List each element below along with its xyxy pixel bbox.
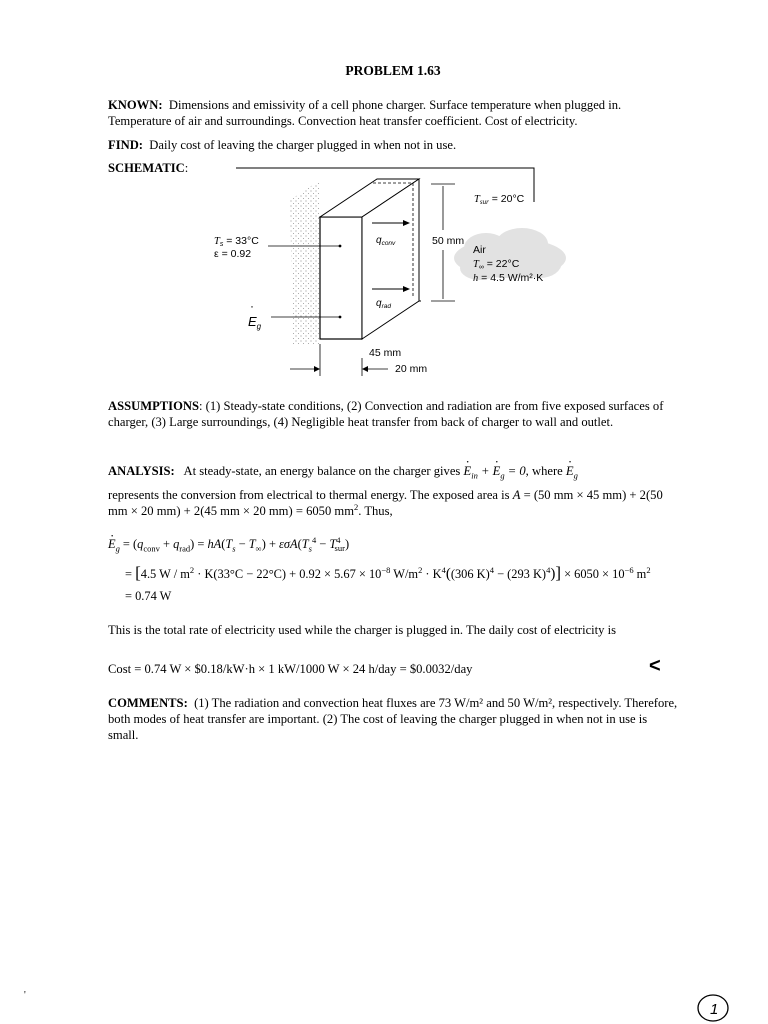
eg-label: $E_g$ xyxy=(248,314,262,331)
charger-schematic xyxy=(190,160,570,390)
analysis-text-2: , where xyxy=(525,464,563,478)
find-section xyxy=(108,137,678,153)
eg-dot: · xyxy=(250,299,254,313)
page-number-circle xyxy=(696,993,730,1023)
equation-line-1: · $E_g = (q_{conv} + q_{rad}) = hA(T_s - T_\infty) + \varepsilon\sigma A(T_s^4 - T^4_{sur})$ xyxy=(108,537,349,552)
emissivity-label: ε = 0.92 xyxy=(214,248,252,260)
width-label: 45 mm xyxy=(369,347,402,359)
q-rad-label: $q_{rad}$ xyxy=(376,298,391,310)
equation-line-3: = 0.74 W xyxy=(125,589,172,603)
analysis-text-4: = (50 mm × 45 mm) + 2(50 mm × 20 mm) + 2(45 mm × 20 mm) = 6050 mm xyxy=(108,488,663,518)
air-label: Air xyxy=(473,244,486,256)
h-label: h = 4.5 W/m²·K xyxy=(473,272,544,284)
known-text: Dimensions and emissivity of a cell phone charger. Surface temperature when plugged in. Temperature of air and surroundings. Convection heat transfer coefficient. Cost of electricity. xyxy=(108,98,622,128)
ts-label: Ts = 33°C xyxy=(214,235,259,248)
known-label: KNOWN: xyxy=(108,98,163,112)
assumptions-text: : (1) Steady-state conditions, (2) Convection and radiation are from five exposed surfaces of charger, (3) Large surroundings, (4) Negligible heat transfer from back of charger to wall and outlet. xyxy=(108,399,664,429)
comments-label: COMMENTS: xyxy=(108,696,188,710)
analysis-text-5: . Thus, xyxy=(358,504,393,518)
corner-mark: ' xyxy=(24,990,26,1001)
wall-stipple xyxy=(290,180,320,345)
q-conv-label: $q_{conv}$ xyxy=(376,235,396,247)
eg-symbol: · $E_g$ xyxy=(566,464,578,478)
comments-section xyxy=(108,695,678,743)
analysis-line-2: represents the conversion from electrical to thermal energy. The exposed area is A = (50 mm × 45 mm) + 2(50 mm × 20 mm) + 2(45 mm × 20 mm) = 6050 $mm^2$. Thus, xyxy=(108,488,663,518)
answer-marker: < xyxy=(649,655,661,677)
t-inf-label: T∞ = 22°C xyxy=(473,258,520,271)
page-number: 1 xyxy=(710,1001,719,1018)
analysis-label: ANALYSIS: xyxy=(108,464,175,478)
comments-text: (1) The radiation and convection heat fluxes are 73 W/m² and 50 W/m², respectively. Therefore, both modes of heat transfer are important. (2) The cost of leaving the charger plugged in when not in use is small. xyxy=(108,696,678,742)
analysis-text-1: At steady-state, an energy balance on the charger gives xyxy=(183,464,461,478)
find-text: Daily cost of leaving the charger plugged in when not in use. xyxy=(149,138,457,152)
equation-line-2: = [4.5 $W / m^2 \cdot K(33^\circ C - 22^\circ C) + 0.92 \times 5.67 \times 10^{-8}$ $W/m^2 \cdot K^4((306$ K)$^4$ − (293 $K)^4)] \times 6050 \times 10^{-6}$ $m^2$ xyxy=(125,563,651,582)
find-label: FIND: xyxy=(108,138,143,152)
problem-title: PROBLEM 1.63 xyxy=(345,63,441,78)
electricity-text: This is the total rate of electricity used while the charger is plugged in. The daily cost of electricity is xyxy=(108,623,617,637)
charger-front-face xyxy=(320,217,362,339)
known-section xyxy=(108,97,678,129)
height-label: 50 mm xyxy=(432,235,465,247)
analysis-text-3: represents the conversion from electrical to thermal energy. The exposed area is xyxy=(108,488,510,502)
assumptions-section xyxy=(108,398,678,430)
width-dimension xyxy=(290,344,320,376)
depth-dimension xyxy=(362,358,388,376)
assumptions-label: ASSUMPTIONS xyxy=(108,399,199,413)
energy-balance-eq: · $E_{in}$ + · $E_g = 0$ xyxy=(464,464,526,478)
schematic-label: SCHEMATIC xyxy=(108,161,185,175)
analysis-line-1 xyxy=(108,463,678,479)
cost-line: Cost = 0.74 W × $0.18/kW·h × 1 kW/1000 W × 24 h/day = $0.0032/day xyxy=(108,662,473,676)
depth-label: 20 mm xyxy=(395,363,428,375)
t-sur-label: Tsur = 20°C xyxy=(474,193,525,206)
schematic-colon: : xyxy=(184,161,189,175)
